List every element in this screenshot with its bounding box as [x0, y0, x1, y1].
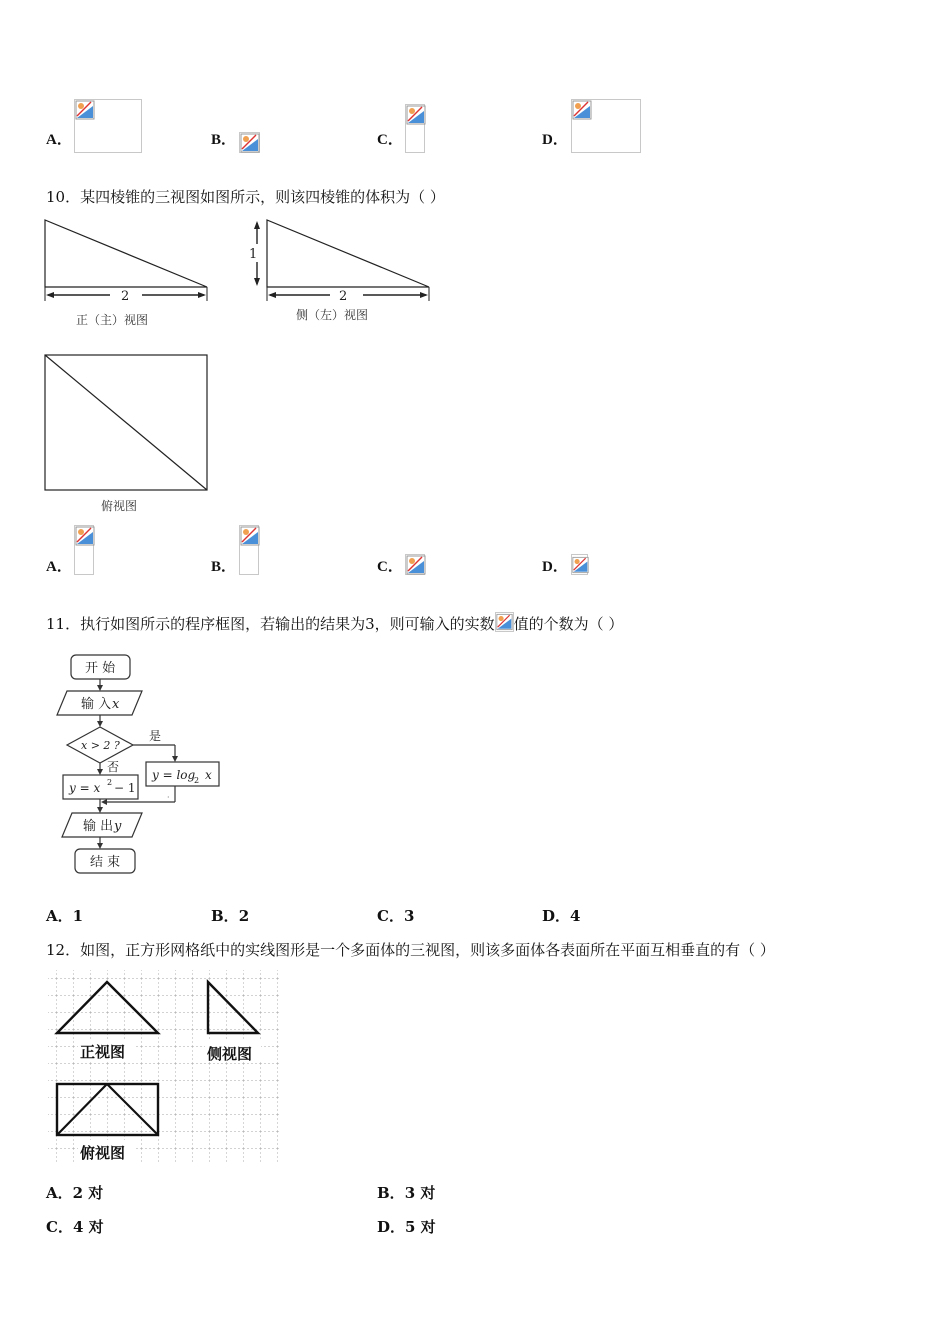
q10-stem: 10．某四棱锥的三视图如图所示，则该四棱锥的体积为（ ）	[46, 188, 445, 206]
q12-stem: 12．如图，正方形网格纸中的实线图形是一个多面体的三视图，则该多面体各表面所在平面互相垂直的有（ ）	[46, 941, 775, 959]
q10-option-b-label: B．	[211, 559, 237, 575]
q11-option-d-value: 4	[570, 907, 581, 925]
q12-option-b-label: B．	[377, 1184, 405, 1202]
flow-assign-right: y = log	[152, 768, 196, 782]
broken-image-icon	[406, 105, 426, 125]
q9-option-d-image	[571, 99, 641, 153]
q11-option-a-value: 1	[72, 907, 84, 925]
q12-option-c	[46, 1216, 104, 1237]
q10-option-d-image	[571, 554, 588, 575]
q11-option-d	[542, 905, 580, 926]
q9-option-a-image	[74, 99, 142, 153]
q11-option-b-value: 2	[238, 907, 250, 925]
q11-option-d-label: D．	[542, 907, 571, 925]
flow-input-var: x	[112, 697, 120, 712]
q10-option-a-image	[74, 525, 94, 575]
q12-three-view-grid	[48, 970, 280, 1165]
q9-option-c-image	[405, 104, 425, 153]
q11-stem-after: 值的个数为（ ）	[513, 615, 624, 633]
q12-top-label: 俯视图	[80, 1144, 126, 1162]
flow-assign-left-exp: 2	[107, 778, 113, 787]
broken-image-icon	[572, 100, 592, 120]
q9-option-b-label: B．	[211, 132, 237, 148]
q12-side-label: 侧视图	[207, 1045, 253, 1063]
q11-stem-before: 11．执行如图所示的程序框图，若输出的结果为3，则可输入的实数	[46, 615, 495, 633]
broken-image-icon	[572, 555, 589, 575]
q10-side-height-dim: 1	[249, 247, 258, 262]
flow-end-text: 结 束	[90, 855, 121, 870]
q11-option-c	[377, 905, 414, 926]
broken-image-icon	[240, 133, 260, 153]
q9-option-a-label: A．	[46, 132, 72, 148]
q12-option-d-value: 5 对	[405, 1218, 436, 1236]
broken-image-icon	[75, 526, 95, 546]
q10-option-b-image	[239, 525, 259, 575]
broken-image-icon	[240, 526, 260, 546]
q12-option-a-value: 2 对	[72, 1184, 104, 1202]
q10-option-d-label: D．	[542, 559, 568, 575]
broken-image-icon	[75, 100, 95, 120]
q10-side-label: 侧（左）视图	[296, 308, 369, 322]
q12-front-label: 正视图	[80, 1043, 126, 1061]
flow-assign-right-sub: 2	[194, 776, 200, 785]
q11-option-c-label: C．	[377, 907, 404, 925]
flow-output-var: y	[114, 819, 122, 834]
flow-yes-text: 是	[149, 729, 162, 743]
q12-option-d-label: D．	[377, 1218, 406, 1236]
q12-option-d	[377, 1216, 436, 1237]
q12-option-b-value: 3 对	[404, 1184, 436, 1202]
q12-option-c-value: 4 对	[72, 1218, 104, 1236]
q11-option-c-value: 3	[403, 907, 415, 925]
q10-front-dim: 2	[121, 289, 130, 304]
flow-artifact-text: ·	[167, 793, 170, 802]
flow-start-text: 开 始	[85, 661, 116, 676]
flow-input-text: 输 入	[81, 697, 112, 712]
q10-side-width-dim: 2	[339, 289, 348, 304]
q10-option-c-label: C．	[377, 559, 403, 575]
flow-output-text: 输 出	[83, 819, 114, 834]
q11-option-a-label: A．	[46, 907, 73, 925]
q11-option-b-label: B．	[211, 907, 239, 925]
q12-option-a	[46, 1182, 103, 1203]
broken-image-icon	[406, 555, 426, 575]
q10-front-label: 正（主）视图	[76, 313, 149, 327]
flow-assign-left: y = x	[69, 781, 101, 795]
flow-assign-right-var: x	[205, 768, 212, 782]
q11-inline-broken-image	[495, 612, 514, 632]
q10-top-label: 俯视图	[101, 499, 138, 513]
flow-no-text: 否	[107, 760, 120, 774]
q12-option-c-label: C．	[46, 1218, 73, 1236]
q9-option-d-label: D．	[542, 132, 568, 148]
q10-top-view	[40, 350, 215, 495]
q10-option-c-image	[405, 554, 425, 575]
q12-option-b	[377, 1182, 435, 1203]
q9-option-b-image	[239, 132, 260, 153]
q11-flowchart	[55, 650, 235, 880]
q9-option-c-label: C．	[377, 132, 403, 148]
flow-cond-text: x > 2 ?	[81, 739, 120, 752]
q11-option-a	[46, 905, 83, 926]
q11-option-b	[211, 905, 249, 926]
q10-side-view	[245, 215, 435, 315]
q12-option-a-label: A．	[46, 1184, 73, 1202]
q11-stem	[46, 612, 623, 634]
q10-option-a-label: A．	[46, 559, 72, 575]
flow-assign-left-tail: − 1	[114, 781, 136, 795]
broken-image-icon	[496, 613, 513, 631]
